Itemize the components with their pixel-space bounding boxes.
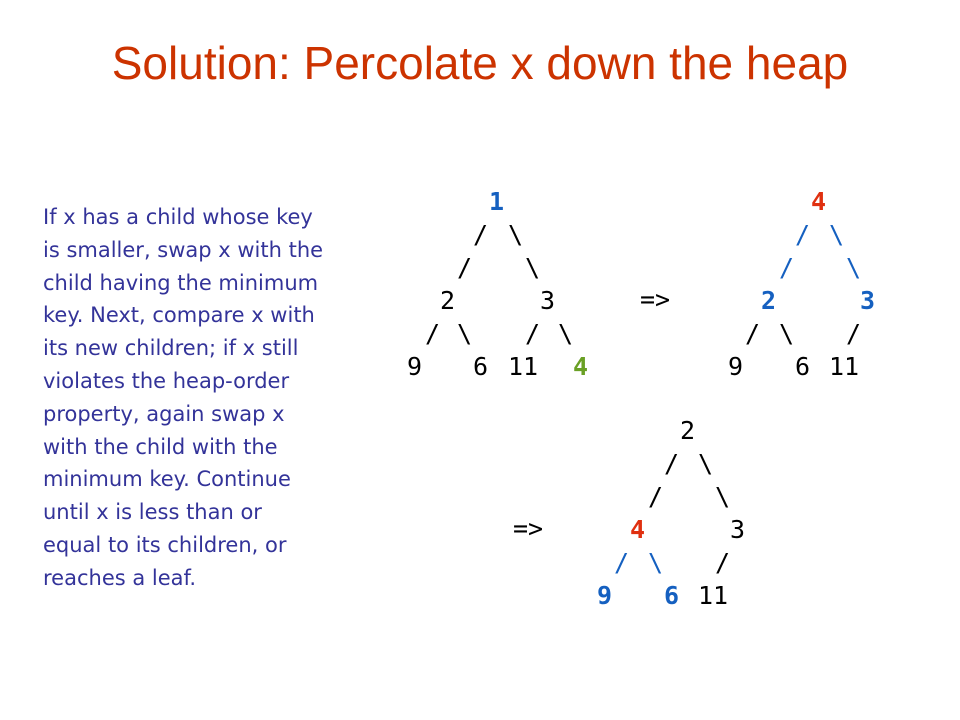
paragraph-line: is smaller, swap x with the (43, 237, 324, 262)
tree-node-root: 4 (811, 187, 827, 216)
tree-edge: \ (715, 482, 731, 511)
explanation-paragraph (43, 201, 373, 595)
tree-node-right: 3 (540, 286, 556, 315)
tree-node-left: 2 (761, 286, 777, 315)
paragraph-line: its new children; if x still (43, 336, 299, 361)
tree-edge: / (473, 220, 489, 249)
tree-edge: \ (457, 319, 473, 348)
tree-leaf: 6 (795, 352, 811, 381)
paragraph-line: property, again swap x (43, 401, 285, 426)
tree-node-root: 1 (489, 187, 505, 216)
paragraph-line: If x has a child whose key (43, 205, 313, 229)
tree-leaf: 11 (698, 581, 729, 610)
paragraph-line: child having the minimum (43, 270, 319, 295)
tree-leaf: 11 (829, 352, 860, 381)
paragraph-line: equal to its children, or (43, 532, 287, 557)
paragraph-line: minimum key. Continue (43, 467, 291, 492)
arrow-2: => (513, 514, 544, 543)
paragraph-line: reaches a leaf. (43, 565, 197, 590)
tree-node-left: 4 (630, 515, 646, 544)
tree-edge: / (715, 548, 731, 577)
tree-edge: / (425, 319, 441, 348)
tree-edge: / (745, 319, 761, 348)
tree-leaf-x: 4 (573, 352, 589, 381)
tree-edge: \ (698, 449, 714, 478)
tree-edge: / (779, 253, 795, 282)
tree-node-left: 2 (440, 286, 456, 315)
tree-edge: \ (648, 548, 664, 577)
tree-leaf: 6 (664, 581, 680, 610)
tree-edge: \ (829, 220, 845, 249)
tree-edge: \ (846, 253, 862, 282)
paragraph-line: violates the heap-order (43, 368, 290, 393)
tree-edge: / (846, 319, 862, 348)
tree-leaf: 6 (473, 352, 489, 381)
paragraph-line: key. Next, compare x with (43, 303, 315, 328)
tree-leaf: 11 (508, 352, 539, 381)
tree-edge: / (525, 319, 541, 348)
paragraph-line: until x is less than or (43, 500, 262, 525)
tree-edge: / (457, 253, 473, 282)
tree-leaf: 9 (407, 352, 423, 381)
arrow-1: => (640, 285, 671, 314)
tree-edge: / (795, 220, 811, 249)
tree-node-right: 3 (730, 515, 746, 544)
tree-edge: / (664, 449, 680, 478)
tree-edge: \ (508, 220, 524, 249)
tree-edge: / (614, 548, 630, 577)
tree-edge: \ (558, 319, 574, 348)
tree-edge: / (648, 482, 664, 511)
tree-edge: \ (525, 253, 541, 282)
tree-leaf: 9 (728, 352, 744, 381)
tree-node-root: 2 (680, 416, 696, 445)
tree-leaf: 9 (597, 581, 613, 610)
tree-edge: \ (779, 319, 795, 348)
page-title: Solution: Percolate x down the heap (111, 37, 849, 89)
paragraph-line: with the child with the (43, 434, 278, 459)
tree-node-right: 3 (860, 286, 876, 315)
